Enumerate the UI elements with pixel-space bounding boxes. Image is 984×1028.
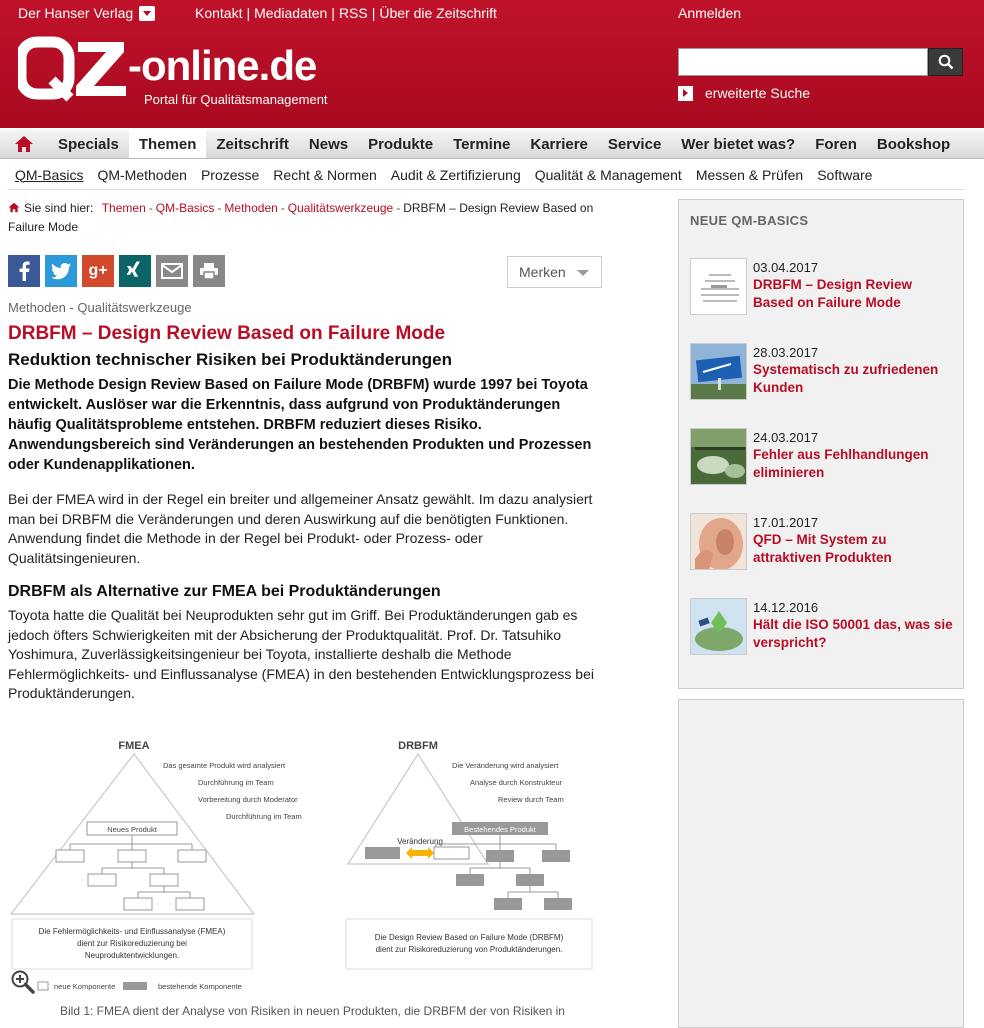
thumbnail-energy xyxy=(690,598,747,655)
main-navigation xyxy=(0,130,984,159)
xing-share-button[interactable] xyxy=(119,255,151,287)
article-title: DRBFM – Design Review Based on Failure Mode xyxy=(8,323,446,344)
nav-wer-bietet-was[interactable]: Wer bietet was? xyxy=(681,135,796,153)
fmea-note: Durchführung im Team xyxy=(198,778,274,787)
article xyxy=(8,300,608,704)
sidebar-box xyxy=(678,699,964,1028)
sidebar-entry[interactable] xyxy=(690,248,955,333)
article-kicker: Methoden - Qualitätswerkzeuge xyxy=(8,300,192,315)
print-button[interactable] xyxy=(193,255,225,287)
article-lead: Die Methode Design Review Based on Failure Mode (DRBFM) wurde 1997 bei Toyota entwickelt. Auslöser war die Erkenntnis, dass aufgrund von Produktänderungen häufig Qualitätsprobleme entstehen. DRBFM reduziert dieses Risiko. Anwendungsbereich sind Veränderungen an bestehenden Produkten und Prozessen oder Kundenapplikationen. xyxy=(8,377,592,473)
thumbnail-document xyxy=(690,258,747,315)
sidebar-entry[interactable] xyxy=(690,503,955,588)
merken-dropdown[interactable] xyxy=(507,256,602,288)
nav-themen[interactable]: Themen xyxy=(129,130,207,158)
zoom-button[interactable] xyxy=(10,969,36,1000)
link-rss[interactable]: RSS xyxy=(338,5,368,21)
merken-label: Merken xyxy=(519,264,566,280)
drbfm-title: DRBFM xyxy=(398,740,438,752)
nav-bookshop[interactable]: Bookshop xyxy=(876,135,951,153)
facebook-icon xyxy=(17,261,31,281)
legend-existing: bestehende Komponente xyxy=(158,982,242,991)
drbfm-desc-line: dient zur Risikoreduzierung von Produktänderungen. xyxy=(375,945,563,954)
nav-karriere[interactable]: Karriere xyxy=(530,135,588,153)
googleplus-icon: g+ xyxy=(88,262,108,279)
entry-date: 03.04.2017 xyxy=(753,260,819,275)
crumb-current: DRBFM – Design Review Based on Failure Mode xyxy=(8,201,594,234)
fmea-desc-line: dient zur Risikoreduzierung bei xyxy=(77,939,187,948)
twitter-share-button[interactable] xyxy=(45,255,77,287)
fmea-title: FMEA xyxy=(118,740,150,752)
subnav-qm-methoden[interactable]: QM-Methoden xyxy=(97,166,187,183)
crumb-qualitaetswerkzeuge[interactable]: Qualitätswerkzeuge xyxy=(287,201,394,215)
fmea-drbfm-diagram xyxy=(8,732,608,1000)
site-header xyxy=(0,0,984,128)
fmea-note: Das gesamte Produkt wird analysiert xyxy=(163,761,286,770)
search-icon xyxy=(938,54,954,70)
login-link[interactable]: Anmelden xyxy=(678,5,742,21)
caret-down-icon xyxy=(577,270,589,276)
nav-foren[interactable]: Foren xyxy=(815,135,857,153)
subnav-qualitaet-management[interactable]: Qualität & Management xyxy=(534,166,682,183)
nav-zeitschrift[interactable]: Zeitschrift xyxy=(216,135,289,153)
top-links xyxy=(18,5,497,21)
chevron-down-icon[interactable] xyxy=(139,6,155,21)
subnav-recht-normen[interactable]: Recht & Normen xyxy=(273,166,377,183)
change-arrow-icon xyxy=(406,847,434,859)
link-kontakt[interactable]: Kontakt xyxy=(195,5,243,21)
publisher-menu[interactable] xyxy=(18,5,155,21)
fmea-note: Vorbereitung durch Moderator xyxy=(198,795,298,804)
home-icon xyxy=(14,135,34,153)
fmea-note: Durchführung im Team xyxy=(226,812,302,821)
drbfm-root-label: Bestehendes Produkt xyxy=(464,825,536,834)
article-subtitle: Reduktion technischer Risiken bei Produktänderungen xyxy=(8,350,452,369)
legend-new: neue Komponente xyxy=(54,982,116,991)
crumb-themen[interactable]: Themen xyxy=(101,201,146,215)
zoom-in-icon xyxy=(10,969,36,995)
subnav-messen-pruefen[interactable]: Messen & Prüfen xyxy=(695,166,804,183)
logo-domain: -online.de xyxy=(128,42,317,89)
meta-links: Kontakt | Mediadaten | RSS | Über die Zeitschrift xyxy=(195,5,497,21)
subnav-prozesse[interactable]: Prozesse xyxy=(200,166,260,183)
nav-news[interactable]: News xyxy=(308,135,349,153)
advanced-search-link[interactable] xyxy=(678,85,810,101)
nav-service[interactable]: Service xyxy=(607,135,662,153)
thumbnail-factory xyxy=(690,428,747,485)
home-icon xyxy=(8,202,20,213)
search-box xyxy=(678,48,963,76)
entry-title: DRBFM – Design Review Based on Failure Mode xyxy=(753,277,913,310)
search-input[interactable] xyxy=(678,48,928,76)
entry-date: 24.03.2017 xyxy=(753,430,819,445)
subnav-audit[interactable]: Audit & Zertifizierung xyxy=(390,166,521,183)
article-paragraph: Toyota hatte die Qualität bei Neuprodukten sehr gut im Griff. Bei Produktänderungen gab es jedoch öfters Schwierigkeiten mit der Absicherung der Produktqualität. Prof. Dr. Tatsuhiko Yoshimura, Zuverlässigkeitsingenieur bei Toyota, installierte deshalb die Methode Fehlermöglichkeits- und Einflussanalyse (FMEA) in den bestehenden Entwicklungsprozess bei Produktänderungen. xyxy=(8,607,594,701)
crumb-qm-basics[interactable]: QM-Basics xyxy=(155,201,215,215)
drbfm-change-label: Veränderung xyxy=(397,837,443,846)
entry-date: 14.12.2016 xyxy=(753,600,819,615)
thumbnail-listening xyxy=(690,513,747,570)
email-share-button[interactable] xyxy=(156,255,188,287)
fmea-desc-line: Neuproduktentwicklungen. xyxy=(84,951,180,960)
entry-date: 28.03.2017 xyxy=(753,345,819,360)
crumb-methoden[interactable]: Methoden xyxy=(224,201,278,215)
sidebar-entry[interactable] xyxy=(690,588,955,673)
link-mediadaten[interactable]: Mediadaten xyxy=(254,5,328,21)
logo-tagline: Portal für Qualitätsmanagement xyxy=(144,92,328,107)
twitter-icon xyxy=(51,263,71,280)
breadcrumb: Sie sind hier: Themen - QM-Basics - Methoden - Qualitätswerkzeuge - DRBFM – Design Review Based on Failure Mode xyxy=(8,201,594,234)
entry-title: QFD – Mit System zu attraktiven Produkten xyxy=(753,532,892,565)
link-about[interactable]: Über die Zeitschrift xyxy=(379,5,497,21)
qz-logo-icon xyxy=(18,36,130,106)
drbfm-note: Analyse durch Konstrukteur xyxy=(470,778,563,787)
sidebar-entry[interactable] xyxy=(690,333,955,418)
drbfm-desc-line: Die Design Review Based on Failure Mode (DRBFM) xyxy=(374,933,564,942)
facebook-share-button[interactable] xyxy=(8,255,40,287)
printer-icon xyxy=(199,262,219,280)
nav-termine[interactable]: Termine xyxy=(453,135,511,153)
subnav-qm-basics[interactable]: QM-Basics xyxy=(15,166,84,183)
drbfm-note: Review durch Team xyxy=(498,795,564,804)
entry-date: 17.01.2017 xyxy=(753,515,819,530)
sidebar-entry[interactable] xyxy=(690,418,955,503)
publisher-label: Der Hanser Verlag xyxy=(18,5,134,21)
entry-title: Systematisch zu zufriedenen Kunden xyxy=(753,362,939,395)
xing-icon xyxy=(126,261,144,281)
share-bar xyxy=(8,255,230,287)
sidebar-heading: NEUE QM-BASICS xyxy=(690,213,809,228)
article-paragraph: Bei der FMEA wird in der Regel ein breiter und allgemeiner Ansatz gewählt. Im dazu analysiert man bei DRBFM die Veränderungen und deren Auswirkung auf die benötigten Funktionen. Anwendung findet die Methode in der Regel bei Produkt- oder Prozess- oder Qualitätsingenieuren. xyxy=(8,491,593,566)
search-button[interactable] xyxy=(928,48,963,76)
drbfm-note: Die Veränderung wird analysiert xyxy=(452,761,559,770)
googleplus-share-button[interactable] xyxy=(82,255,114,287)
mail-icon xyxy=(161,263,183,279)
nav-specials[interactable]: Specials xyxy=(58,135,119,153)
entry-title: Fehler aus Fehlhandlungen eliminieren xyxy=(753,447,929,480)
subnav-software[interactable]: Software xyxy=(817,166,873,183)
thumbnail-road-sign xyxy=(690,343,747,400)
fmea-desc-line: Die Fehlermöglichkeits- und Einflussanalyse (FMEA) xyxy=(38,927,226,936)
arrow-right-icon xyxy=(678,86,693,101)
section-heading: DRBFM als Alternative zur FMEA bei Produktänderungen xyxy=(8,583,441,600)
sidebar-new-qm-basics xyxy=(678,199,964,689)
sidebar-list xyxy=(690,248,955,673)
article-figure[interactable] xyxy=(8,732,608,1028)
nav-produkte[interactable]: Produkte xyxy=(368,135,434,153)
sub-navigation xyxy=(8,160,964,190)
advanced-search-label: erweiterte Suche xyxy=(705,85,811,101)
fmea-root-label: Neues Produkt xyxy=(107,825,157,834)
home-button[interactable] xyxy=(0,130,48,158)
breadcrumb-prefix: Sie sind hier: xyxy=(24,201,94,215)
entry-title: Hält die ISO 50001 das, was sie verspricht? xyxy=(753,617,953,650)
site-logo[interactable] xyxy=(18,36,358,108)
figure-caption: Bild 1: FMEA dient der Analyse von Risiken in neuen Produkten, die DRBFM der von Risiken in xyxy=(60,1004,565,1018)
